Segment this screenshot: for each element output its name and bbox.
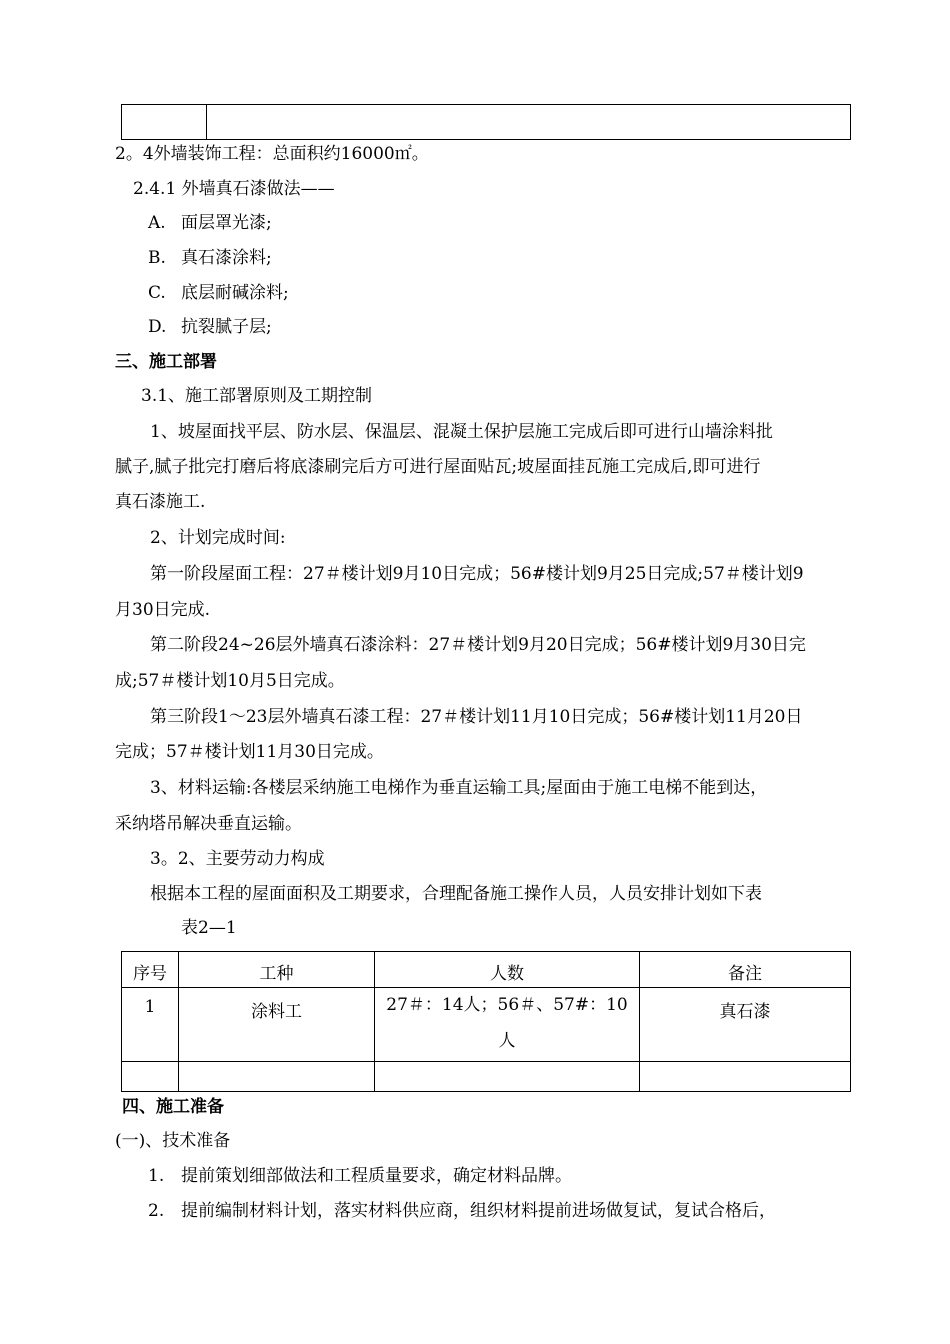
list-item-text: 面层罩光漆; <box>181 213 272 233</box>
table-cell-no: 1 <box>122 988 179 1062</box>
table-caption: 表2—1 <box>181 918 237 938</box>
table-cell-note: 真石漆 <box>640 988 851 1062</box>
paragraph-line: 完成；57＃楼计划11月30日完成。 <box>115 742 384 762</box>
table-cell-count-line: 27＃：14人；56＃、57#：10 <box>386 995 628 1015</box>
list-item-text: 底层耐碱涂料; <box>181 283 289 303</box>
labor-table <box>121 951 851 1092</box>
paragraph-line: 腻子,腻子批完打磨后将底漆刷完后方可进行屋面贴瓦;坡屋面挂瓦施工完成后,即可进行 <box>115 457 761 477</box>
list-item-text: 提前策划细部做法和工程质量要求，确定材料品牌。 <box>181 1166 572 1186</box>
table-row <box>122 1062 851 1092</box>
paragraph-line: 3、材料运输:各楼层采纳施工电梯作为垂直运输工具;屋面由于施工电梯不能到达， <box>150 778 768 798</box>
paragraph-line: 真石漆施工. <box>115 492 206 512</box>
section-3-2-sub: 3。2、主要劳动力构成 <box>150 849 325 869</box>
paragraph-line: 2、计划完成时间: <box>150 528 286 548</box>
list-item-mark: 1. <box>148 1166 165 1186</box>
table-cell-no <box>122 1062 179 1092</box>
table-cell-count <box>375 988 640 1062</box>
section-3-1-sub: 3.1、施工部署原则及工期控制 <box>141 386 373 406</box>
paragraph-line: 成;57＃楼计划10月5日完成。 <box>115 671 345 691</box>
table-header-cell: 序号 <box>122 952 179 988</box>
list-item-mark: D. <box>148 317 167 337</box>
table-header-cell: 备注 <box>640 952 851 988</box>
paragraph-line: 第一阶段屋面工程：27＃楼计划9月10日完成；56#楼计划9月25日完成;57＃楼计划9 <box>150 564 804 584</box>
paragraph-line: 采纳塔吊解决垂直运输。 <box>115 814 302 834</box>
table-header-row <box>122 952 851 988</box>
section-4-title: 四、施工准备 <box>122 1097 224 1117</box>
top-table-cell-1 <box>122 105 207 140</box>
table-header-cell: 工种 <box>179 952 375 988</box>
paragraph-line: 第三阶段1～23层外墙真石漆工程：27＃楼计划11月10日完成；56#楼计划11月20日 <box>150 707 803 727</box>
section-2-4-heading: 2。4外墙装饰工程：总面积约16000㎡。 <box>115 144 429 164</box>
paragraph-line: 根据本工程的屋面面积及工期要求，合理配备施工操作人员，人员安排计划如下表 <box>150 884 762 904</box>
table-cell-note <box>640 1062 851 1092</box>
list-item-mark: B. <box>148 248 166 268</box>
section-4-sub: (一)、技术准备 <box>115 1131 231 1151</box>
table-cell-count <box>375 1062 640 1092</box>
table-header-cell: 人数 <box>375 952 640 988</box>
paragraph-line: 1、坡屋面找平层、防水层、保温层、混凝土保护层施工完成后即可进行山墙涂料批 <box>150 422 773 442</box>
top-table-cell-2 <box>207 105 851 140</box>
section-2-4-1-sub: 2.4.1 外墙真石漆做法—— <box>133 179 335 199</box>
table-cell-count-line: 人 <box>498 1031 516 1051</box>
list-item-mark: A. <box>148 213 166 233</box>
list-item-text: 抗裂腻子层; <box>181 317 272 337</box>
top-table <box>121 104 851 140</box>
table-cell-type <box>179 1062 375 1092</box>
list-item-text: 真石漆涂料; <box>181 248 272 268</box>
paragraph-line: 第二阶段24~26层外墙真石漆涂料：27＃楼计划9月20日完成；56#楼计划9月30日完 <box>150 635 806 655</box>
paragraph-line: 月30日完成. <box>115 600 211 620</box>
section-3-title: 三、施工部署 <box>115 352 217 372</box>
table-row <box>122 988 851 1062</box>
table-cell-type: 涂料工 <box>179 988 375 1062</box>
list-item-mark: C. <box>148 283 166 303</box>
list-item-text: 提前编制材料计划，落实材料供应商，组织材料提前进场做复试，复试合格后， <box>181 1201 776 1221</box>
list-item-mark: 2. <box>148 1201 165 1221</box>
